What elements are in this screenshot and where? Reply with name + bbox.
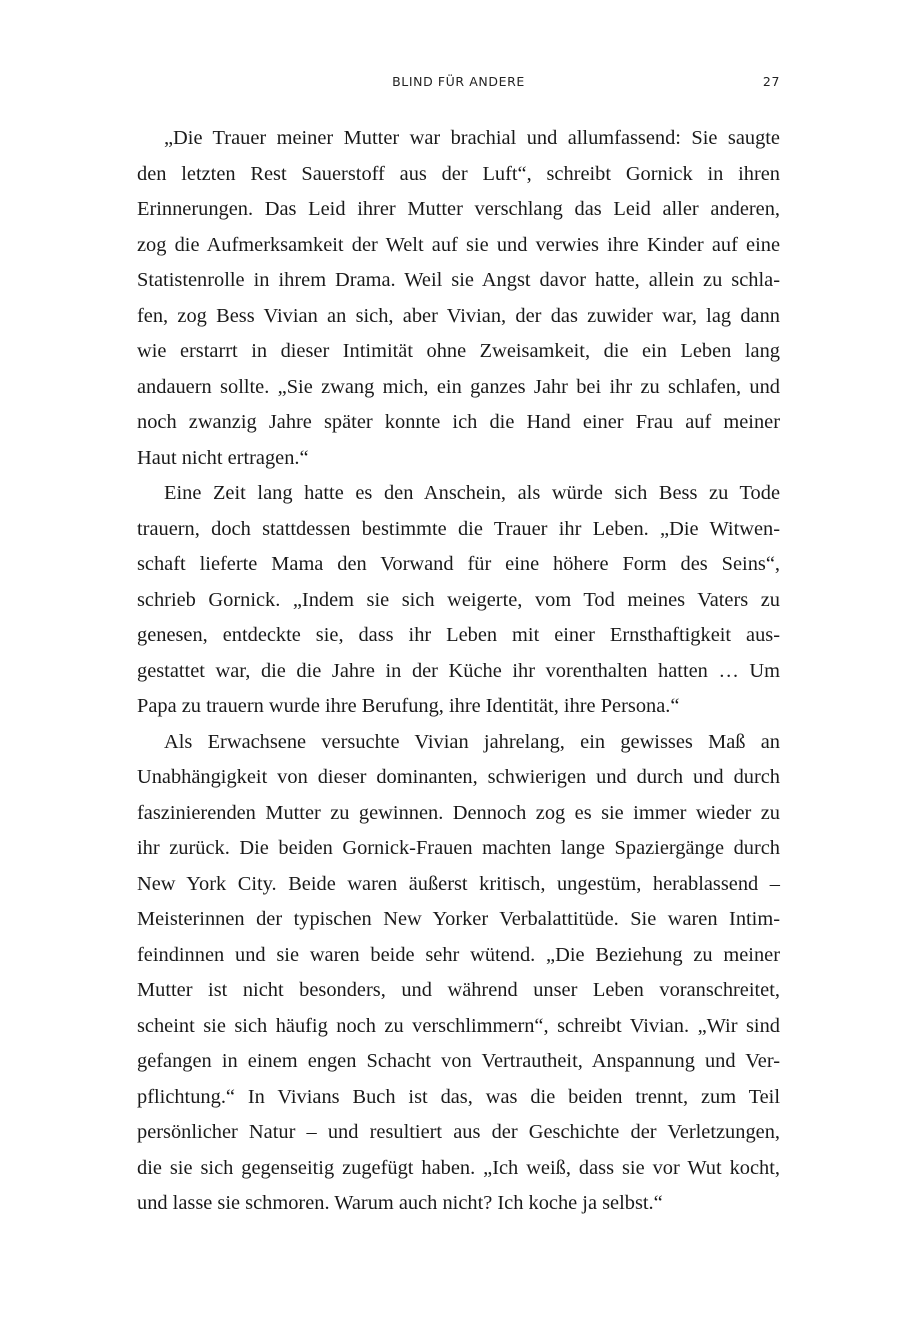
- text-line: scheint sie sich häufig noch zu verschlimmern“, schreibt Vivian. „Wir sind: [137, 1014, 780, 1037]
- text-line: und lasse sie schmoren. Warum auch nicht? Ich koche ja selbst.“: [137, 1192, 663, 1214]
- text-line: ihr zurück. Die beiden Gornick-Frauen machten lange Spaziergänge durch: [137, 837, 780, 859]
- text-line: Mutter ist nicht besonders, und während unser Leben voranschreitet,: [137, 979, 780, 1001]
- text-line: Unabhängigkeit von dieser dominanten, schwierigen und durch und durch: [137, 766, 780, 788]
- text-line: Papa zu trauern wurde ihre Berufung, ihre Identität, ihre Persona.“: [137, 695, 680, 717]
- page-number: 27: [762, 74, 780, 89]
- text-line: trauern, doch stattdessen bestimmte die Trauer ihr Leben. „Die Witwen-: [137, 517, 780, 540]
- paragraph-3: [137, 725, 780, 1222]
- text-line: „Die Trauer meiner Mutter war brachial und allumfassend: Sie saugte: [164, 127, 780, 149]
- text-line: Eine Zeit lang hatte es den Anschein, als würde sich Bess zu Tode: [164, 482, 780, 504]
- text-line: gestattet war, die die Jahre in der Küche ihr vorenthalten hatten … Um: [137, 659, 780, 682]
- text-line: wie erstarrt in dieser Intimität ohne Zweisamkeit, die ein Leben lang: [137, 340, 780, 362]
- body-text: [137, 121, 780, 1222]
- text-line: noch zwanzig Jahre später konnte ich die Hand einer Frau auf meiner: [137, 411, 780, 433]
- text-line: gefangen in einem engen Schacht von Vertrautheit, Anspannung und Ver-: [137, 1050, 780, 1072]
- text-line: Statistenrolle in ihrem Drama. Weil sie Angst davor hatte, allein zu schla-: [137, 269, 780, 291]
- running-head: [137, 74, 780, 92]
- text-line: Erinnerungen. Das Leid ihrer Mutter verschlang das Leid aller anderen,: [137, 198, 780, 220]
- text-line: feindinnen und sie waren beide sehr wütend. „Die Beziehung zu meiner: [137, 943, 780, 966]
- text-line: fen, zog Bess Vivian an sich, aber Vivian, der das zuwider war, lag dann: [137, 304, 780, 327]
- running-title: BLIND FÜR ANDERE: [392, 74, 525, 89]
- text-line: Haut nicht ertragen.“: [137, 446, 309, 469]
- paragraph-1: [137, 121, 780, 476]
- text-line: zog die Aufmerksamkeit der Welt auf sie und verwies ihre Kinder auf eine: [137, 233, 780, 256]
- text-line: die sie sich gegenseitig zugefügt haben. „Ich weiß, dass sie vor Wut kocht,: [137, 1156, 780, 1179]
- text-line: persönlicher Natur – und resultiert aus der Geschichte der Verletzungen,: [137, 1121, 780, 1143]
- text-line: faszinierenden Mutter zu gewinnen. Dennoch zog es sie immer wieder zu: [137, 801, 780, 824]
- text-line: andauern sollte. „Sie zwang mich, ein ganzes Jahr bei ihr zu schlafen, und: [137, 375, 780, 398]
- paragraph-2: [137, 476, 780, 725]
- text-line: den letzten Rest Sauerstoff aus der Luft“, schreibt Gornick in ihren: [137, 162, 780, 185]
- text-line: schrieb Gornick. „Indem sie sich weigerte, vom Tod meines Vaters zu: [137, 588, 780, 611]
- text-line: schaft lieferte Mama den Vorwand für eine höhere Form des Seins“,: [137, 553, 780, 575]
- text-line: pflichtung.“ In Vivians Buch ist das, was die beiden trennt, zum Teil: [137, 1085, 780, 1108]
- text-line: Meisterinnen der typischen New Yorker Verbalattitüde. Sie waren Intim-: [137, 908, 780, 930]
- text-line: New York City. Beide waren äußerst kritisch, ungestüm, herablassend –: [137, 872, 780, 895]
- text-line: genesen, entdeckte sie, dass ihr Leben mit einer Ernsthaftigkeit aus-: [137, 624, 780, 646]
- text-line: Als Erwachsene versuchte Vivian jahrelang, ein gewisses Maß an: [164, 730, 780, 753]
